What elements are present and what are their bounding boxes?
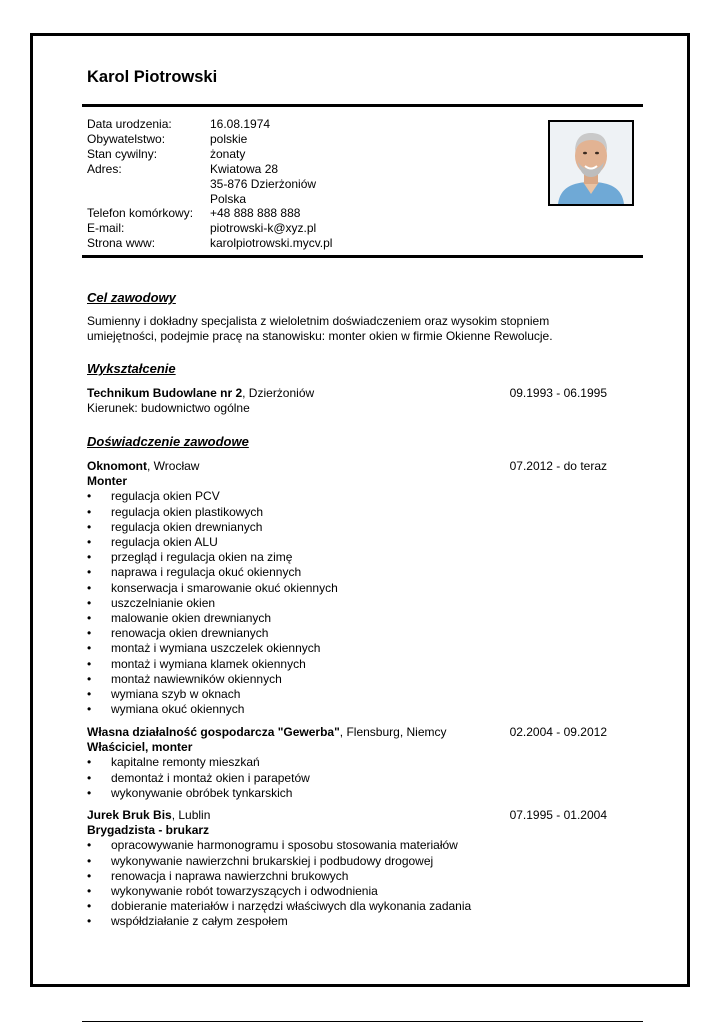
duty-item — [87, 899, 607, 914]
duty-item — [87, 520, 607, 535]
personal-info — [87, 117, 332, 251]
duty-text: współdziałanie z całym zespołem — [111, 914, 288, 929]
duty-item — [87, 869, 607, 884]
duty-item — [87, 771, 607, 786]
duty-text: uszczelnianie okien — [111, 595, 216, 610]
info-label: E-mail: — [87, 221, 125, 236]
section-title-education: Wykształcenie — [87, 361, 176, 376]
duty-text: wymiana okuć okiennych — [111, 702, 245, 717]
job-entry — [87, 808, 607, 930]
duty-item — [87, 687, 607, 702]
job-role: Właściciel, monter — [87, 740, 193, 755]
duty-text: malowanie okien drewnianych — [111, 611, 272, 626]
bullet: • — [87, 611, 92, 626]
duty-text: renowacja i naprawa nawierzchni brukowych — [111, 868, 349, 883]
info-value: 35-876 Dzierżoniów — [210, 176, 317, 191]
duty-item — [87, 854, 607, 869]
job-dates: 07.1995 - 01.2004 — [509, 808, 607, 822]
bullet: • — [87, 884, 92, 899]
bullet: • — [87, 641, 92, 656]
info-label: Stan cywilny: — [87, 146, 158, 161]
duty-text: montaż nawiewników okiennych — [111, 671, 282, 686]
goal-line-2: umiejętności, podejmie pracę na stanowisku: monter okien w firmie Okienne Rewolucje. — [87, 329, 553, 344]
duty-text: renowacja okien drewnianych — [111, 626, 269, 641]
duty-item — [87, 657, 607, 672]
goal-text — [87, 314, 607, 344]
bullet: • — [87, 702, 92, 717]
duty-text: montaż i wymiana klamek okiennych — [111, 656, 306, 671]
footer-rule — [82, 1021, 643, 1022]
bullet: • — [87, 504, 92, 519]
bullet: • — [87, 565, 92, 580]
info-value: karolpiotrowski.mycv.pl — [210, 236, 333, 251]
info-value: Kwiatowa 28 — [210, 161, 279, 176]
duty-text: kapitalne remonty mieszkań — [111, 755, 260, 770]
bullet: • — [87, 770, 92, 785]
company-name: Własna działalność gospodarcza "Gewerba" — [87, 725, 340, 739]
duty-text: regulacja okien ALU — [111, 535, 218, 550]
bullet: • — [87, 671, 92, 686]
duty-item — [87, 489, 607, 504]
company-place: , Wrocław — [147, 459, 200, 473]
info-value: polskie — [210, 131, 248, 146]
job-role: Brygadzista - brukarz — [87, 823, 210, 838]
info-value: Polska — [210, 191, 247, 206]
duty-text: regulacja okien PCV — [111, 489, 220, 504]
info-row — [87, 192, 332, 207]
header-bottom-rule — [82, 255, 643, 258]
info-label: Telefon komórkowy: — [87, 206, 194, 221]
info-row — [87, 221, 332, 236]
duty-text: konserwacja i smarowanie okuć okiennych — [111, 580, 338, 595]
info-row — [87, 177, 332, 192]
goal-line-1: Sumienny i dokładny specjalista z wieloletnim doświadczeniem oraz wysokim stopniem — [87, 314, 550, 328]
profile-photo — [548, 120, 634, 206]
bullet: • — [87, 656, 92, 671]
bullet: • — [87, 550, 92, 565]
company-place: , Flensburg, Niemcy — [339, 725, 447, 739]
duty-item — [87, 914, 607, 929]
bullet: • — [87, 755, 92, 770]
candidate-name: Karol Piotrowski — [87, 68, 218, 86]
duty-text: wymiana szyb w oknach — [111, 687, 241, 702]
section-title-goal: Cel zawodowy — [87, 290, 176, 305]
bullet: • — [87, 687, 92, 702]
info-value: piotrowski-k@xyz.pl — [210, 221, 317, 236]
job-role: Monter — [87, 474, 127, 489]
info-row — [87, 206, 332, 221]
info-label: Obywatelstwo: — [87, 131, 166, 146]
duty-text: wykonywanie obróbek tynkarskich — [111, 785, 293, 800]
duty-item — [87, 550, 607, 565]
duty-item — [87, 565, 607, 580]
bullet: • — [87, 519, 92, 534]
section-title-experience: Doświadczenie zawodowe — [87, 434, 249, 449]
school-place: , Dzierżoniów — [242, 386, 315, 400]
duty-text: naprawa i regulacja okuć okiennych — [111, 565, 302, 580]
duty-text: regulacja okien plastikowych — [111, 504, 264, 519]
duty-text: wykonywanie robót towarzyszących i odwodnienia — [111, 884, 378, 899]
duties-list — [87, 755, 607, 801]
bullet: • — [87, 899, 92, 914]
header-top-rule — [82, 104, 643, 107]
duty-item — [87, 581, 607, 596]
company-place: , Lublin — [171, 808, 211, 822]
info-row — [87, 132, 332, 147]
bullet: • — [87, 868, 92, 883]
duty-item — [87, 786, 607, 801]
duty-text: dobieranie materiałów i narzędzi właściwych dla wykonania zadania — [111, 899, 472, 914]
company-name: Oknomont — [87, 459, 147, 473]
info-value: +48 888 888 888 — [210, 206, 301, 221]
info-label — [87, 192, 210, 207]
duty-text: montaż i wymiana uszczelek okiennych — [111, 641, 321, 656]
bullet: • — [87, 853, 92, 868]
duty-text: wykonywanie nawierzchni brukarskiej i podbudowy drogowej — [111, 853, 434, 868]
education-entry — [87, 386, 607, 416]
info-label: Strona www: — [87, 236, 156, 251]
education-dates: 09.1993 - 06.1995 — [509, 386, 607, 400]
bullet: • — [87, 580, 92, 595]
job-entry — [87, 459, 607, 717]
info-value: żonaty — [210, 146, 246, 161]
info-label — [87, 177, 210, 192]
bullet: • — [87, 785, 92, 800]
bullet: • — [87, 489, 92, 504]
duty-text: przegląd i regulacja okien na zimę — [111, 550, 293, 565]
duty-item — [87, 755, 607, 770]
duty-item — [87, 641, 607, 656]
bullet: • — [87, 838, 92, 853]
duty-item — [87, 884, 607, 899]
info-row — [87, 117, 332, 132]
duties-list — [87, 838, 607, 929]
job-dates: 02.2004 - 09.2012 — [509, 725, 607, 739]
duty-item — [87, 672, 607, 687]
info-row — [87, 162, 332, 177]
duty-item — [87, 626, 607, 641]
info-row — [87, 147, 332, 162]
info-label: Adres: — [87, 161, 122, 176]
bullet: • — [87, 535, 92, 550]
job-entry — [87, 725, 607, 801]
bullet: • — [87, 914, 92, 929]
job-dates: 07.2012 - do teraz — [509, 459, 607, 473]
company-name: Jurek Bruk Bis — [87, 808, 172, 822]
duty-item — [87, 702, 607, 717]
info-label: Data urodzenia: — [87, 117, 172, 131]
school-name: Technikum Budowlane nr 2 — [87, 386, 243, 400]
duty-item — [87, 505, 607, 520]
duty-item — [87, 535, 607, 550]
duty-item — [87, 596, 607, 611]
bullet: • — [87, 626, 92, 641]
info-row — [87, 236, 332, 251]
education-field: Kierunek: budownictwo ogólne — [87, 401, 250, 416]
duties-list — [87, 489, 607, 717]
duty-text: demontaż i montaż okien i parapetów — [111, 770, 310, 785]
duty-item — [87, 611, 607, 626]
duty-item — [87, 838, 607, 853]
bullet: • — [87, 595, 92, 610]
duty-text: opracowywanie harmonogramu i sposobu stosowania materiałów — [111, 838, 458, 853]
duty-text: regulacja okien drewnianych — [111, 519, 263, 534]
info-value: 16.08.1974 — [210, 117, 271, 131]
